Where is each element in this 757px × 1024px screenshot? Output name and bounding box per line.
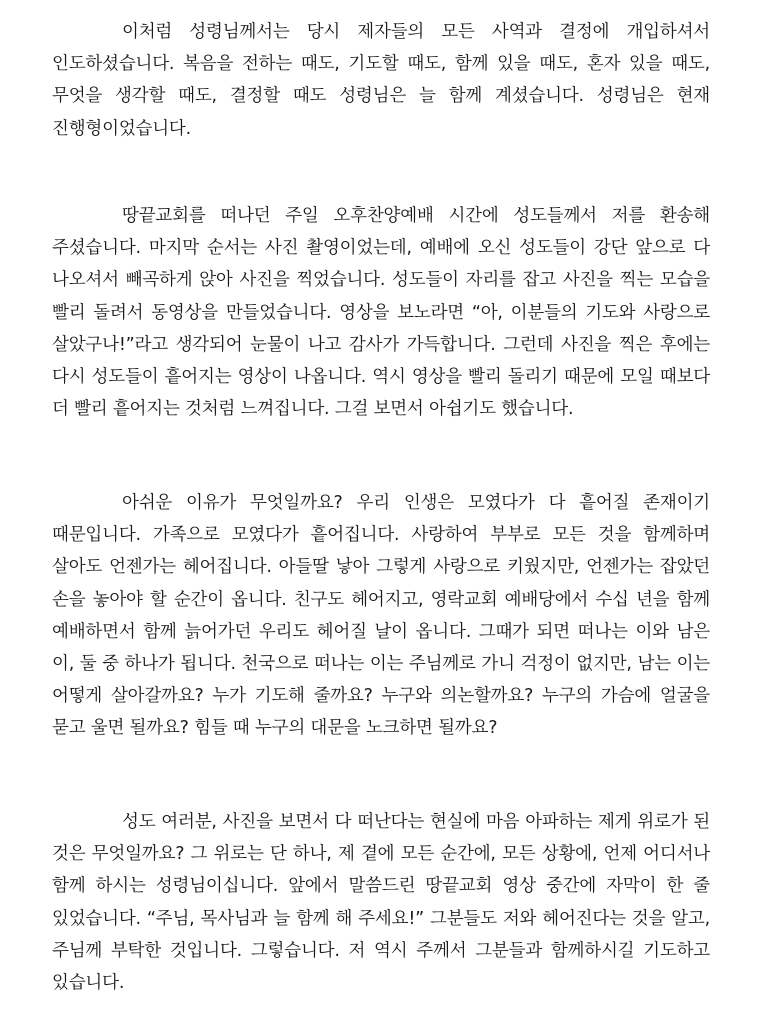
paragraph-4: 성도 여러분, 사진을 보면서 다 떠난다는 현실에 마음 아파하는 제게 위로가 된 것은 무엇일까요? 그 위로는 단 하나, 제 곁에 모든 순간에, 모든 상황에, 언제 어디서나 함께 하시는 성령님이십니다. 앞에서 말씀드린 땅끝교회 영상 중간에 자막이 한 줄 있었습니다. “주님, 목사님과 늘 함께 해 주세요!” 그분들도 저와 헤어진다는 것을 알고, 주님께 부탁한 것입니다. 그렇습니다. 저 역시 주께서 그분들과 함께하시길 기도하고 있습니다. xyxy=(52,812,710,994)
paragraph-1: 이처럼 성령님께서는 당시 제자들의 모든 사역과 결정에 개입하셔서 인도하셨습니다. 복음을 전하는 때도, 기도할 때도, 함께 있을 때도, 혼자 있을 때도, 무엇을 생각할 때도, 결정할 때도 성령님은 늘 함께 계셨습니다. 성령님은 현재 진행형이었습니다. xyxy=(52,22,710,139)
paragraph-3: 아쉬운 이유가 무엇일까요? 우리 인생은 모였다가 다 흩어질 존재이기 때문입니다. 가족으로 모였다가 흩어집니다. 사랑하여 부부로 모든 것을 함께하며 살아도 언젠가는 헤어집니다. 아들딸 낳아 그렇게 사랑으로 키웠지만, 언젠가는 잡았던 손을 놓아야 할 순간이 옵니다. 친구도 헤어지고, 영락교회 예배당에서 수십 년을 함께 예배하면서 함께 늙어가던 우리도 헤어질 날이 옵니다. 그때가 되면 떠나는 이와 남은 이, 둘 중 하나가 됩니다. 천국으로 떠나는 이는 주님께로 가니 걱정이 없지만, 남는 이는 어떻게 살아갈까요? 누가 기도해 줄까요? 누구와 의논할까요? 누구의 가슴에 얼굴을 묻고 울면 될까요? 힘들 때 누구의 대문을 노크하면 될까요? xyxy=(52,493,710,739)
paragraph-2: 땅끝교회를 떠나던 주일 오후찬양예배 시간에 성도들께서 저를 환송해 주셨습니다. 마지막 순서는 사진 촬영이었는데, 예배에 오신 성도들이 강단 앞으로 다 나오셔서 빼곡하게 앉아 사진을 찍었습니다. 성도들이 자리를 잡고 사진을 찍는 모습을 빨리 돌려서 동영상을 만들었습니다. 영상을 보노라면 “아, 이분들의 기도와 사랑으로 살았구나!”라고 생각되어 눈물이 나고 감사가 가득합니다. 그런데 사진을 찍은 후에는 다시 성도들이 흩어지는 영상이 나옵니다. 역시 영상을 빨리 돌리기 때문에 모일 때보다 더 빨리 흩어지는 것처럼 느껴집니다. 그걸 보면서 아쉽기도 했습니다. xyxy=(52,206,710,420)
